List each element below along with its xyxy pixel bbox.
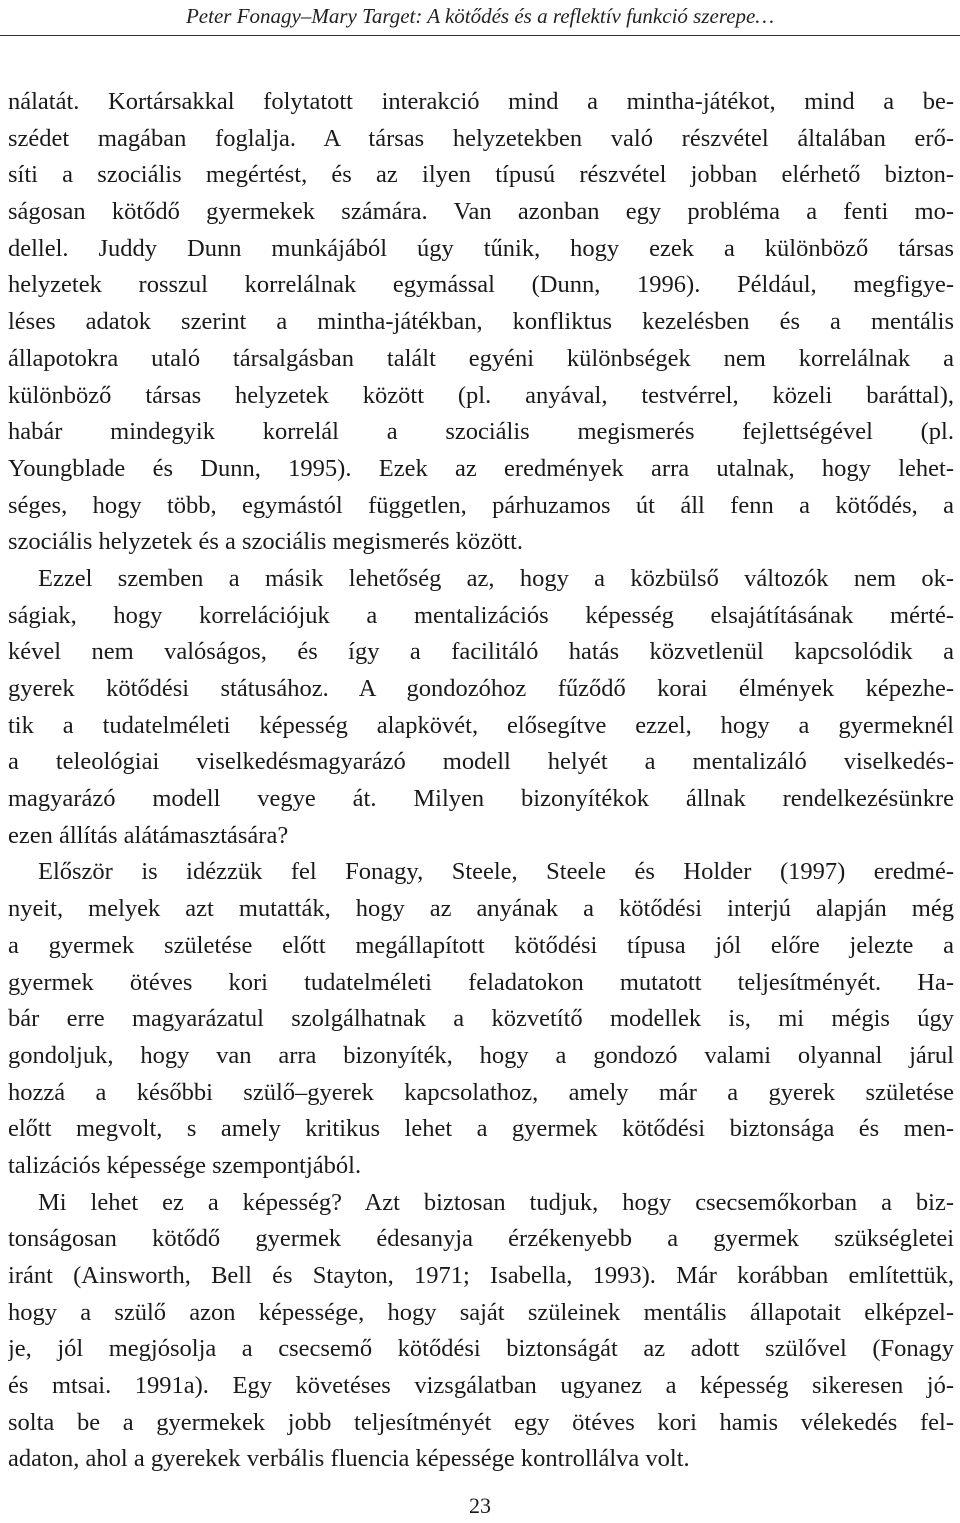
text-line: Először is idézzük fel Fonagy, Steele, Steele és Holder (1997) eredmé-: [38, 858, 954, 886]
text-line: szociális helyzetek és a szociális megismerés között.: [8, 528, 524, 556]
text-line: Mi lehet ez a képesség? Azt biztosan tudjuk, hogy csecsemőkorban a biz-: [38, 1188, 954, 1216]
text-line: gyerek kötődési státusához. A gondozóhoz fűződő korai élmények képezhe-: [8, 675, 954, 702]
text-line: habár mindegyik korrelál a szociális megismerés fejlettségével (pl.: [8, 418, 954, 446]
text-line: nyeit, melyek azt mutatták, hogy az anyának a kötődési interjú alapján még: [8, 895, 954, 923]
text-line: bár erre magyarázatul szolgálhatnak a közvetítő modellek is, mi mégis úgy: [8, 1005, 954, 1033]
text-line: magyarázó modell vegye át. Milyen bizonyítékok állnak rendelkezésünkre: [8, 785, 954, 813]
header-rule: [0, 35, 960, 36]
text-line: tonságosan kötődő gyermek édesanyja érzékenyebb a gyermek szükségletei: [8, 1225, 954, 1253]
paragraph: [8, 561, 954, 855]
text-line: szédet magában foglalja. A társas helyzetekben való részvétel általában erő-: [8, 124, 954, 152]
text-line: hogy a szülő azon képessége, hogy saját szüleinek mentális állapotait elképzel-: [8, 1298, 954, 1326]
text-line: léses adatok szerint a mintha-játékban, konfliktus kezelésben és a mentális: [8, 308, 954, 336]
text-line: állapotokra utaló társalgásban talált egyéni különbségek nem korrelálnak a: [8, 344, 954, 372]
text-line: gondoljuk, hogy van arra bizonyíték, hogy a gondozó valami olyannal járul: [8, 1041, 954, 1069]
text-line: séges, hogy több, egymástól független, párhuzamos út áll fenn a kötődés, a: [8, 491, 954, 519]
text-line: tik a tudatelméleti képesség alapkövét, elősegítve ezzel, hogy a gyermeknél: [8, 711, 954, 739]
page-number: 23: [469, 1493, 491, 1518]
text-line: talizációs képessége szempontjából.: [8, 1151, 362, 1179]
text-line: ságosan kötődő gyermekek számára. Van azonban egy probléma a fenti mo-: [8, 198, 954, 226]
text-line: je, jól megjósolja a csecsemő kötődési biztonságát az adott szülővel (Fonagy: [8, 1335, 954, 1363]
text-line: nálatát. Kortársakkal folytatott interakció mind a mintha-játékot, mind a be-: [8, 88, 954, 115]
paragraph: [8, 84, 954, 561]
text-line: síti a szociális megértést, és az ilyen típusú részvétel jobban elérhető bizton-: [8, 161, 954, 189]
text-line: Ezzel szemben a másik lehetőség az, hogy a közbülső változók nem ok-: [38, 564, 954, 592]
text-line: kével nem valóságos, és így a facilitáló hatás közvetlenül kapcsolódik a: [8, 638, 954, 666]
text-line: a teleológiai viselkedésmagyarázó modell helyét a mentalizáló viselkedés-: [8, 748, 954, 776]
text-line: Youngblade és Dunn, 1995). Ezek az eredmények arra utalnak, hogy lehet-: [8, 454, 954, 482]
text-line: különböző társas helyzetek között (pl. anyával, testvérrel, közeli baráttal),: [8, 381, 954, 409]
body-text: [8, 84, 954, 1478]
text-line: helyzetek rosszul korrelálnak egymással (Dunn, 1996). Például, megfigye-: [8, 271, 954, 299]
paragraph: [8, 854, 954, 1184]
text-line: solta be a gyermekek jobb teljesítményét egy ötéves kori hamis vélekedés fel-: [8, 1408, 954, 1436]
text-line: és mtsai. 1991a). Egy követéses vizsgálatban ugyanez a képesség sikeresen jó-: [8, 1372, 954, 1400]
text-line: ságiak, hogy korrelációjuk a mentalizációs képesség elsajátításának mérté-: [8, 601, 954, 629]
running-header: Peter Fonagy–Mary Target: A kötődés és a reflektív funkció szerepe…: [185, 4, 775, 28]
text-line: előtt megvolt, s amely kritikus lehet a gyermek kötődési biztonsága és men-: [8, 1115, 954, 1143]
text-line: adaton, ahol a gyerekek verbális fluencia képessége kontrollálva volt.: [8, 1445, 690, 1473]
text-line: dellel. Juddy Dunn munkájából úgy tűnik, hogy ezek a különböző társas: [8, 234, 954, 262]
text-line: hozzá a későbbi szülő–gyerek kapcsolathoz, amely már a gyerek születése: [8, 1078, 954, 1106]
text-line: iránt (Ainsworth, Bell és Stayton, 1971; Isabella, 1993). Már korábban említettük,: [8, 1262, 954, 1289]
text-line: gyermek ötéves kori tudatelméleti feladatokon mutatott teljesítményét. Ha-: [8, 968, 954, 996]
text-line: a gyermek születése előtt megállapított kötődési típusa jól előre jelezte a: [8, 931, 954, 959]
text-line: ezen állítás alátámasztására?: [8, 821, 289, 849]
paragraph: [8, 1185, 954, 1479]
